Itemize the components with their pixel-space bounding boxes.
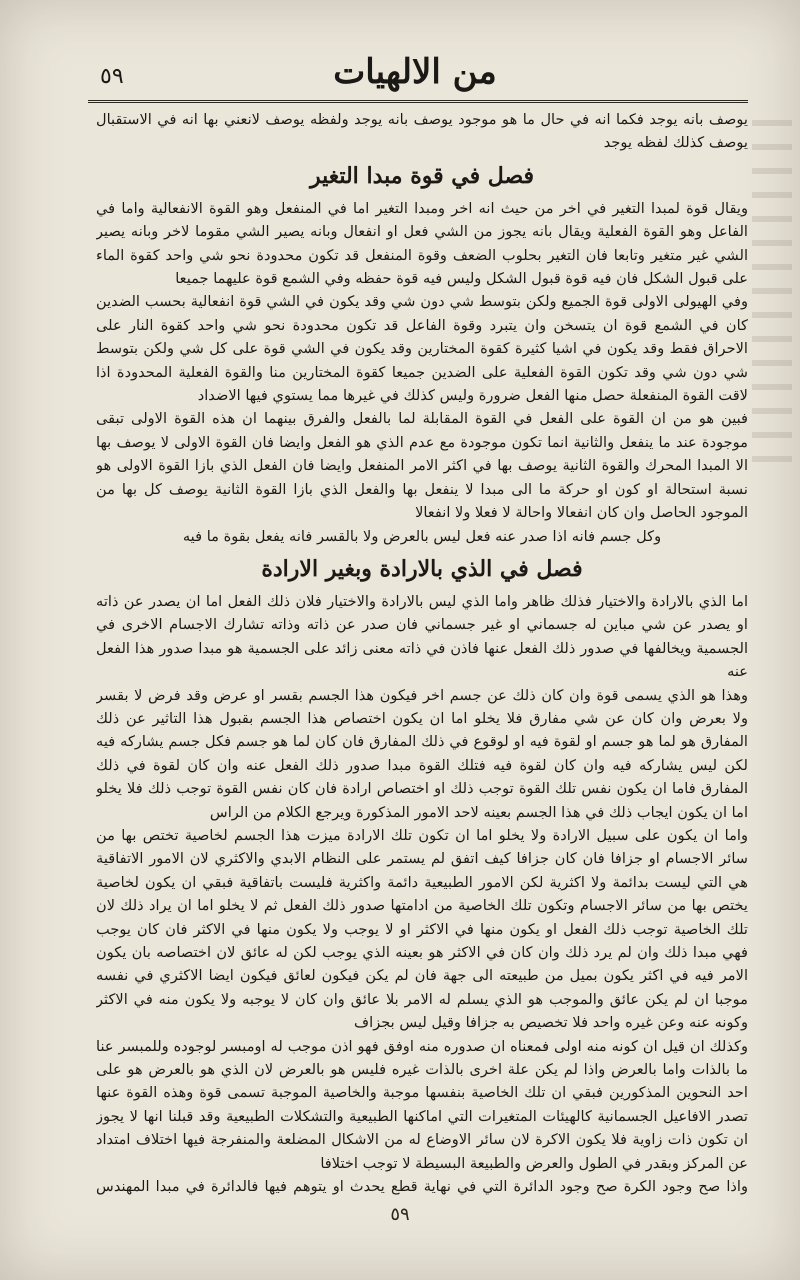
bleed-through-margin [752, 120, 792, 480]
paragraph: وكذلك ان قيل ان كونه منه اولى فمعناه ان صدوره منه اوفق فهو اذن موجب له اومبسر لوجوده وللمبسر عنا ما بالذات واما بالعرض واذا لم يكن علة اخرى بالذات غيره فليس هو بالعرض لان الذي هو بالعرض هو على احد النحوين المذكورين فبقي ان تلك الخاصية بنفسها موجبة والخاصية الموجبة تسمى قوة وهذه القوة عنها تصدر الافاعيل الجسمانية كالهيئات المتغيرات التي اماكنها الطبيعية والتشكلات الطبيعية وقد قبلنا انها لا يجوز ان تكون ذات زاوية فلا يكون الاكرة لان سائر الاوضاع له من الاشكال المضلعة والمنفرجة فيها اختلاف امتداد عن المركز وبقدر في الطول والعرض والطبيعة البسيطة لا توجب اختلافا [96, 1037, 748, 1172]
header-rule [88, 100, 748, 103]
paragraph: ويقال قوة لمبدا التغير في اخر من حيث انه اخر ومبدا التغير اما في المنفعل وهو القوة الانفعالية واما في الفاعل وهو القوة الفعلية ويقال بانه يجوز من الشي فعل او انفعال وبانه يصير الشي مقوما لاخر وبانه يصير الشي غير متغير وتابعا فان التغير بحلوب الضعف وقوة المنفعل قد تكون محدودة نحو شي واحد كقوة الماء على قبول الشكل فان فيه قوة قبول الشكل وليس فيه قوة حفظه وفي الشمع قوة عليهما جميعا [96, 199, 748, 288]
footer-signature: ٥٩ [390, 1204, 410, 1225]
section-heading-power-of-change: فصل في قوة مبدا التغير [309, 162, 535, 189]
paragraph: وفي الهيولى الاولى قوة الجميع ولكن بتوسط شي دون شي وقد يكون في الشي قوة انفعالية بحسب الضدين كان في الشمع قوة ان يتسخن وان يتبرد وقوة الفاعل قد تكون محدودة نحو شي واحد كقوة النار على الاحراق فقط وقد يكون في اشيا كثيرة كقوة المختارين وقد يكون في الشي قوة على كل شي ولكن بتوسط شي دون شي وقد تكون القوة الفعلية على الضدين جميعا كقوة المختارين منا والقوة الفعلية المحدودة اذا لاقت القوة المنفعلة حصل منها الفعل ضرورة وليس كذلك في غيرها مما يستوي فيها الاضداد [96, 293, 748, 405]
page-body [96, 108, 748, 1198]
paragraph: وهذا هو الذي يسمى قوة وان كان ذلك عن جسم اخر فيكون هذا الجسم بقسر او عرض وقد فرض لا بقسر ولا بعرض وان كان عن شي مفارق فلا يخلو اما ان يكون اختصاص هذا الجسم بقبول هذا التاثير عن ذلك المفارق هو لما هو جسم او لقوة فيه او لوقوع في ذلك المفارق فان كان لما هو جسم فكل جسم يشاركه فيه لكن ليس يشاركه فيه وان كان لقوة فيه فتلك القوة مبدا صدور ذلك الفعل عنه وان كان لقوة في ذلك المفارق فاما ان يكون نفس تلك القوة توجب ذلك او اختصاص ارادة فان كان نفس القوة توجب ذلك فلا يخلو اما ان يكون ايجاب ذلك في هذا الجسم بعينه لاحد الامور المذكورة ويرجع الكلام من الراس [96, 686, 748, 821]
paragraph: واذا صح وجود الكرة صح وجود الدائرة التي في نهاية قطع يحدث او يتوهم فيها فالدائرة في مبدا المهندس [96, 1178, 748, 1196]
running-title: من الالهيات [333, 52, 497, 92]
intro-paragraph: يوصف بانه يوجد فكما انه في حال ما هو موجود يوصف بانه يوجد ولفظه يوصف لانعني بها انه في الاستقبال يوصف كذلك لفظه يوجد [96, 111, 748, 152]
paragraph: وكل جسم فانه اذا صدر عنه فعل ليس بالعرض ولا بالقسر فانه يفعل بقوة ما فيه [182, 527, 662, 545]
section-heading-will: فصل في الذي بالارادة وبغير الارادة [261, 555, 583, 582]
paragraph: واما ان يكون على سبيل الارادة ولا يخلو اما ان تكون تلك الارادة ميزت هذا الجسم لخاصية تختص بها من سائر الاجسام او جزافا فان كان جزافا كيف اتفق لم يستمر على النظام الابدي والاكثري لان الامور الاتفاقية هي التي ليست بدائمة ولا اكثرية لكن الامور الطبيعية دائمة واكثرية فليست باتفاقية فبقي ان يكون لخاصية يختص بها من سائر الاجسام وتكون تلك الخاصية من ادامتها صدور ذلك الفعل ثم لا يخلو اما ان يراد ذلك لان تلك الخاصية توجب ذلك الفعل او يكون منها في الاكثر او لا يوجب ولا يكون منها في الاكثر فان كان يوجب فهي مبدا ذلك وان لم يرد ذلك وان كان في الاكثر هو بعينه الذي يوجب لكن له عائق لان اختصاصه بان يكون الامر فيه في اكثر يكون بميل من طبيعته الى جهة فان لم يكن فيكون لعائق فيكون ايضا الاكثري في نفسه موجبا ان لم يكن عائق والموجب هو الذي يسلم له الامر بلا عائق وان كان لا يوجبه ولا يكون منه في الاكثر وكونه عنه وعن غيره واحد فلا تخصيص به جزافا وقيل ليس بجزاف [96, 826, 748, 1032]
paragraph: اما الذي بالارادة والاختيار فذلك ظاهر واما الذي ليس بالارادة والاختيار فلان ذلك الفعل اما ان يصدر عن ذاته او يصدر عن شي مباين له جسماني او غير جسماني فان صدر عن ذاته وذاته تشارك الاجسام الاخرى في الجسمية ويخالفها في صدور ذلك الفعل عنها فاذن في ذاته معنى زائد على الجسمية هو مبدا صدور هذا الفعل عنه [96, 592, 748, 681]
paragraph: فبين هو من ان القوة على الفعل في القوة المقابلة لما بالفعل والفرق بينهما ان هذه القوة الاولى تبقى موجودة عند ما ينفعل والثانية انما تكون موجودة مع عدم الذي هو الفعل وايضا فان القوة الاولى لا يوصف بها الا المبدا المحرك والقوة الثانية يوصف بها في اكثر الامر المنفعل وايضا فان الفعل الذي بازا القوة الاولى هو نسبة استحالة او كون او حركة ما الى مبدا لا ينفعل بها والفعل الذي بازا القوة الثانية يوصف كل بها من الموجود الحاصل وان كان انفعالا واحالة لا فعلا ولا انفعالا [96, 410, 748, 522]
page-header [100, 52, 730, 98]
page-number: ٥٩ [100, 64, 124, 89]
